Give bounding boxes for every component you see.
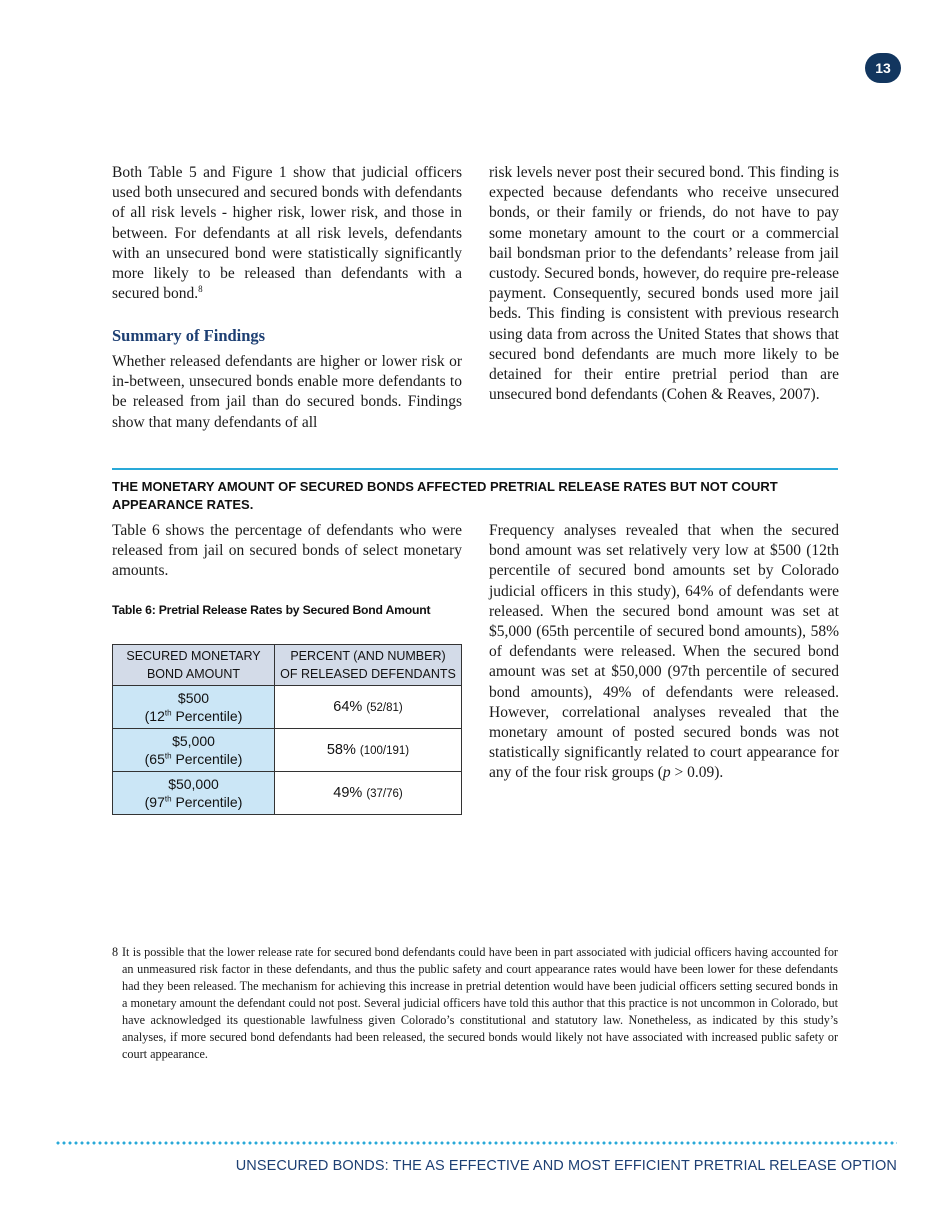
table-row [113,772,462,815]
released-count: (100/191) [359,744,410,757]
footer-dotted-divider [55,1141,897,1145]
percent-released: 58% [326,741,356,758]
table-intro-paragraph: Table 6 shows the percentage of defendants who were released from jail on secured bonds of select monetary amounts. [112,522,462,580]
footnote [112,944,838,1063]
percentile-number: 12 [149,708,165,724]
frequency-analysis-text: Frequency analyses revealed that when the secured bond amount was set relatively very low at $500 (12th percentile of secured bond amounts set by Colorado judicial officers in this study), 64% of defendants were released. When the secured bond amount was set at $5,000 (65th percentile of secured bond amounts), 58% of defendants were released. When the secured bond amount was set at $50,000 (97th percentile of secured bond amounts), 49% of defendants were released. However, correlational analyses revealed that the monetary amount of posted secured bonds was not statistically significantly related to court appearance for any of the four risk groups ( [489,522,839,782]
left-summary-column [112,352,462,433]
header-percent-released [275,645,462,686]
percentile-word: Percentile [175,751,238,767]
intro-paragraph-text: Both Table 5 and Figure 1 show that judicial officers used both unsecured and secured bonds with defendants of all risk levels - higher risk, lower risk, and those in between. For defendants at all risk levels, defendants with an unsecured bond were statistically significantly more likely to be released than defendants with a secured bond. [112,164,462,303]
bond-amount-cell: $50,000 (97th Percentile) [113,772,275,815]
frequency-analysis-paragraph [489,521,839,784]
percent-released: 64% [333,698,363,715]
released-count: (37/76) [366,787,403,800]
table-row [113,686,462,729]
p-value-symbol: p [662,764,671,782]
percent-released-cell [275,686,462,729]
percentile-number: 97 [149,794,165,810]
table-header-row [113,645,462,686]
header-bond-amount [113,645,275,686]
percentile-word: Percentile [175,794,238,810]
bond-amount: $5,000 [172,733,215,749]
bond-amount-cell: $500 (12th Percentile) [113,686,275,729]
intro-paragraph [112,163,462,304]
percentile-suffix: th [164,794,172,804]
released-count: (52/81) [366,701,403,714]
percentile-word: Percentile [175,708,238,724]
percent-released: 49% [333,784,363,801]
footer-title: UNSECURED BONDS: THE AS EFFECTIVE AND MOST EFFICIENT PRETRIAL RELEASE OPTION [235,1158,897,1174]
bond-amount: $50,000 [168,776,219,792]
table-caption: Table 6: Pretrial Release Rates by Secured Bond Amount [112,603,431,617]
section-heading: THE MONETARY AMOUNT OF SECURED BONDS AFFECTED PRETRIAL RELEASE RATES BUT NOT COURT APPEARANCE RATES. [112,479,778,512]
right-top-column [489,163,839,405]
release-rates-table [112,644,462,815]
footnote-reference: 8 [198,284,203,295]
percent-released-cell [275,729,462,772]
left-mid-column [112,521,462,582]
summary-paragraph: Whether released defendants are higher or lower risk or in-between, unsecured bonds enable more defendants to be released from jail than do secured bonds. Findings show that many defendants of all [112,353,462,431]
findings-continuation-paragraph: risk levels never post their secured bond. This finding is expected because defendants who receive unsecured bonds, or their family or friends, do not have to pay some monetary amount to the court or a commercial bail bondsman prior to the defendants’ release from jail custody. Secured bonds, however, do require pre-release payment. Consequently, secured bonds used more jail beds. This finding is consistent with previous research using data from across the United States that shows that secured bond defendants are much more likely to be detained for their entire pretrial period than are unsecured bond defendants (Cohen & Reaves, 2007). [489,164,839,404]
p-value-text: > 0.09). [670,764,724,782]
header-bond-amount-line2: BOND AMOUNT [146,667,241,681]
percentile-suffix: th [164,751,172,761]
page-number-badge: 13 [865,53,901,83]
header-percent-line1: PERCENT (AND NUMBER) [290,649,446,663]
header-bond-amount-line1: SECURED MONETARY [126,649,261,663]
bond-amount-cell: $5,000 (65th Percentile) [113,729,275,772]
bond-amount: $500 [177,690,210,706]
section-divider [112,468,838,470]
footnote-number: 8 [112,945,119,959]
percentile-number: 65 [149,751,165,767]
percent-released-cell [275,772,462,815]
table-row [113,729,462,772]
left-top-column [112,163,462,304]
footnote-text: It is possible that the lower release rate for secured bond defendants could have been in part associated with judicial officers having accounted for an unmeasured risk factor in these defendants, and thus the public safety and court appearance rates would have been lower for these defendants had they been released. The mechanism for achieving this increase in pretrial detention would have been judicial officers setting secured bonds in a monetary amount the defendant could not post. Several judicial officers have told this author that this practice is not uncommon in Colorado, but have acknowledged its questionable lawfulness given Colorado’s constitutional and statutory law. Nonetheless, as indicated by this study’s analyses, if more secured bond defendants had been released, the secured bonds would likely not have associated with increased public safety or court appearance. [122,945,838,1061]
summary-heading: Summary of Findings [112,326,266,345]
right-mid-column [489,521,839,784]
percentile-suffix: th [164,708,172,718]
header-percent-line2: OF RELEASED DEFENDANTS [280,667,456,681]
